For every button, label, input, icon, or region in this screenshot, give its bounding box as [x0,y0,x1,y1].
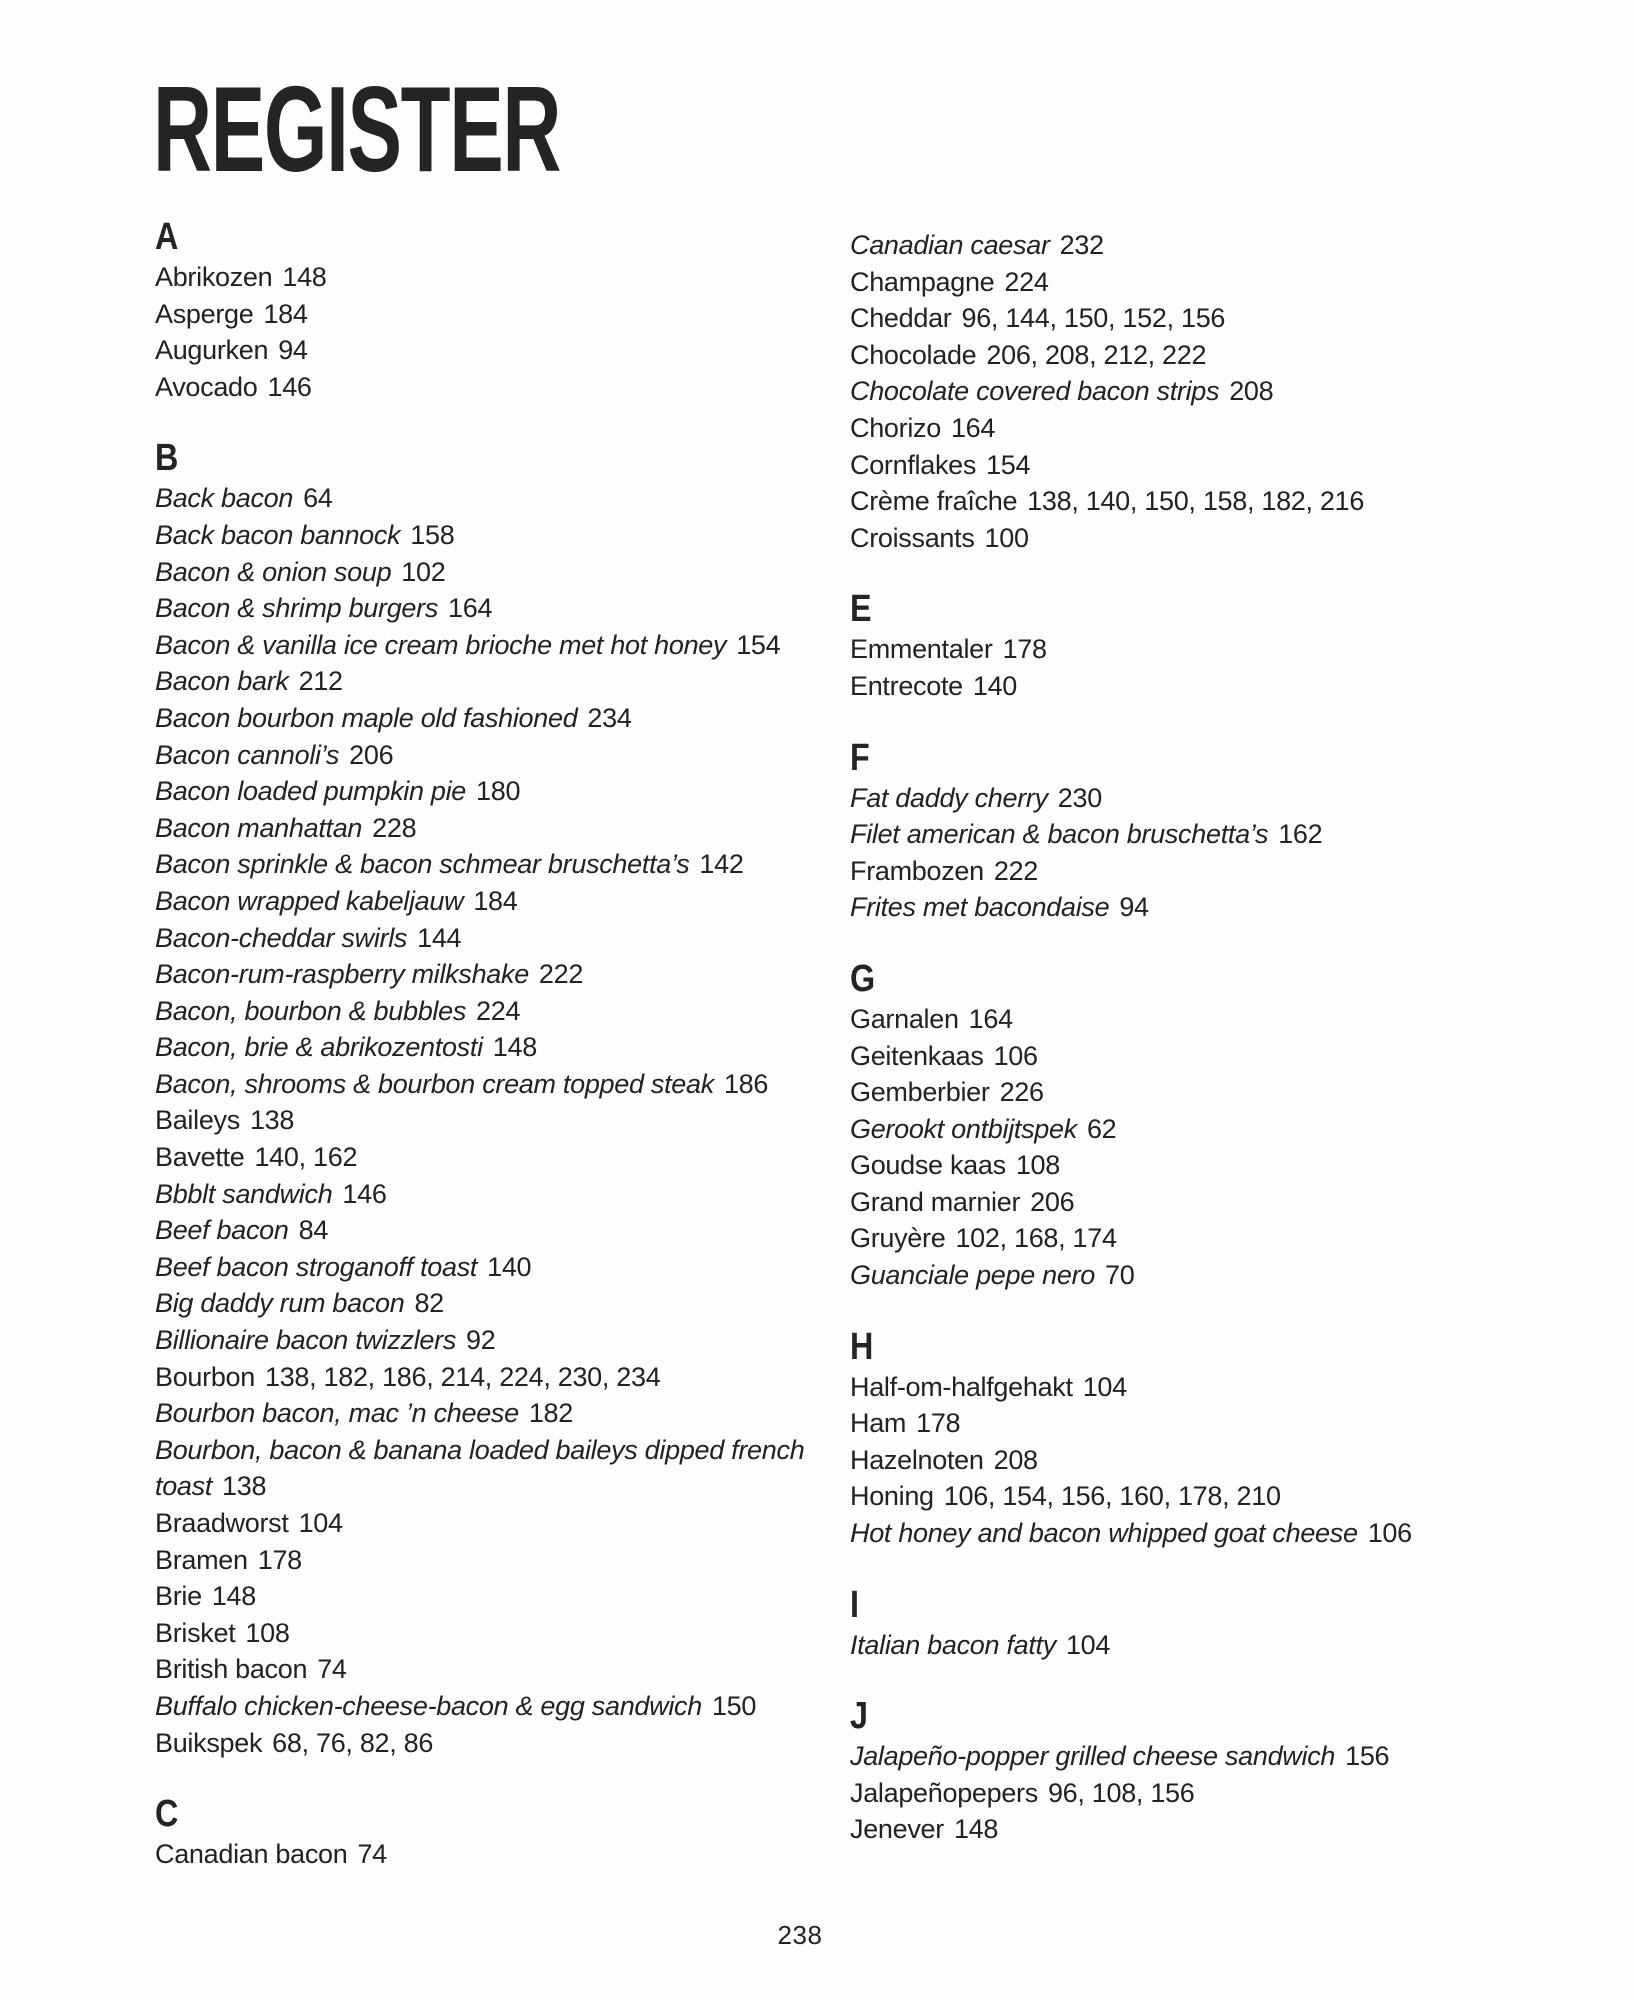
entry-pages: 148 [211,1581,256,1612]
entry-name: Honing [850,1481,934,1512]
entry-pages: 178 [1002,634,1047,665]
entry-name: Emmentaler [850,634,993,665]
entry-pages: 178 [916,1408,961,1439]
entry-name: Asperge [155,298,254,329]
index-section-B [155,436,845,1761]
index-entry [155,369,845,406]
entry-name: Abrikozen [155,262,273,292]
entry-name: Half-om-halfgehakt [850,1371,1073,1402]
index-entry [155,883,845,920]
index-section-C [155,1792,845,1873]
entry-name: British bacon [155,1654,308,1685]
index-entry [850,1074,1610,1111]
entry-pages: 74 [317,1654,347,1685]
entry-pages: 102 [401,556,446,587]
index-entry [155,993,845,1030]
entry-name: Ham [850,1408,907,1439]
entry-name: Back bacon bannock [155,519,401,550]
entry-pages: 180 [476,776,521,807]
index-entry [850,1369,1610,1406]
index-entry [850,816,1610,853]
entry-pages: 94 [278,335,308,366]
entry-name: Cheddar [850,303,952,334]
index-entry [155,1066,845,1103]
entry-pages: 96, 108, 156 [1047,1777,1195,1808]
entry-pages: 148 [492,1032,537,1063]
index-entry [850,631,1610,668]
page-title: REGISTER [153,61,561,197]
entry-name: Bourbon, bacon & banana loaded baileys dipped french [155,1434,805,1465]
entry-pages: 186 [723,1068,769,1099]
entry-pages: 70 [1105,1260,1135,1291]
entry-name: Bourbon [155,1361,255,1392]
index-section-H [850,1325,1610,1552]
index-section-J [850,1694,1610,1848]
index-entry [850,1811,1610,1848]
entry-name: Canadian bacon [155,1839,348,1870]
entry-pages: 68, 76, 82, 86 [272,1727,434,1758]
index-entry [850,227,1610,264]
entry-pages: 62 [1086,1113,1117,1144]
entry-pages: 154 [736,629,781,660]
index-entry [850,520,1610,557]
entry-name: Augurken [155,335,269,366]
entry-name: Jalapeñopepers [850,1777,1038,1808]
entry-pages: 230 [1057,782,1102,813]
index-entry [155,332,845,369]
entry-name: Jenever [850,1814,944,1845]
index-entry [155,1249,845,1286]
entry-pages: 150 [711,1690,757,1721]
index-entry [850,1627,1610,1664]
entry-name: Gerookt ontbijtspek [850,1113,1077,1144]
entry-pages: 104 [1065,1629,1111,1660]
section-letter: I [850,1583,859,1626]
index-entry [850,1147,1610,1184]
index-entry [155,1102,845,1139]
index-entry [155,773,845,810]
entry-pages: 184 [263,298,308,329]
entry-pages: 206, 208, 212, 222 [986,339,1207,370]
section-letter: J [850,1695,868,1738]
index-entry [850,1257,1610,1294]
index-section-E [850,587,1610,704]
index-entry [155,1725,845,1762]
entry-name: Garnalen [850,1003,959,1034]
index-entry [155,1395,845,1432]
entry-name: Bacon & onion soup [155,556,392,587]
entry-pages: 92 [466,1325,496,1356]
entry-pages: 162 [1278,819,1323,850]
entry-name: Bacon bourbon maple old fashioned [155,702,578,733]
entry-name: Bacon, shrooms & bourbon cream topped steak [155,1068,714,1099]
entry-name: Entrecote [850,670,963,701]
entry-name: Hazelnoten [850,1444,984,1475]
index-entry [850,300,1610,337]
entry-pages: 138 [249,1105,295,1136]
index-entry [155,1029,845,1066]
entry-name: Bacon, brie & abrikozentosti [155,1032,483,1063]
entry-pages: 82 [414,1288,444,1319]
entry-name: Bacon manhattan [155,812,363,843]
index-entry [155,1359,845,1396]
entry-pages: 156 [1345,1741,1390,1772]
entry-name: Cornflakes [850,449,977,480]
section-letter: F [850,736,870,779]
index-entry [155,1212,845,1249]
index-entry [850,668,1610,705]
entry-name: Big daddy rum bacon [155,1288,405,1319]
entry-pages: 146 [342,1178,387,1209]
index-entry [850,373,1610,410]
index-entry [850,264,1610,301]
entry-name: Bourbon bacon, mac ’n cheese [155,1398,519,1429]
entry-name: Brie [155,1581,202,1612]
entry-name: Chocolate covered bacon strips [850,376,1220,407]
index-entry [155,259,845,296]
entry-pages: 142 [699,849,744,880]
entry-pages: 140 [487,1251,532,1282]
entry-pages: 212 [298,666,343,697]
entry-name: Bbblt sandwich [155,1178,333,1209]
section-letter: A [155,216,179,258]
entry-name: Bacon cannoli’s [155,739,340,770]
entry-name: Gruyère [850,1223,946,1254]
entry-name: Croissants [850,522,975,553]
entry-name: Jalapeño-popper grilled cheese sandwich [850,1741,1336,1772]
entry-pages: 224 [1004,266,1049,297]
index-entry [155,590,845,627]
entry-name: Back bacon [155,483,294,514]
entry-pages: 232 [1059,230,1104,260]
index-entry [850,1001,1610,1038]
index-entry [850,337,1610,374]
section-letter: E [850,588,872,631]
index-entry [155,846,845,883]
entry-pages: 184 [473,885,518,916]
index-entry [850,889,1610,926]
entry-name: Baileys [155,1105,240,1136]
entry-name: Crème fraîche [850,486,1018,517]
entry-pages: 138, 140, 150, 158, 182, 216 [1027,486,1365,517]
entry-pages: 206 [349,739,394,770]
index-entry [155,1651,845,1688]
entry-pages: 222 [993,855,1039,886]
entry-name: Brisket [155,1617,236,1648]
entry-name: Buffalo chicken-cheese-bacon & egg sandwich [155,1690,702,1721]
index-entry [155,920,845,957]
entry-pages: 106 [993,1040,1038,1071]
index-entry [155,956,845,993]
entry-name: Avocado [155,371,258,402]
entry-pages: 208 [1229,376,1274,407]
index-entry [155,1836,845,1873]
entry-name: Champagne [850,266,995,297]
entry-pages: 108 [1015,1150,1060,1181]
index-entry [850,1038,1610,1075]
entry-pages: 144 [417,922,462,953]
section-letter: C [155,1793,179,1836]
entry-name: Italian bacon fatty [850,1629,1056,1660]
index-entry [155,554,845,591]
index-section-F [850,736,1610,926]
index-section-G [850,957,1610,1294]
entry-name: Buikspek [155,1727,263,1758]
entry-name: Beef bacon [155,1215,289,1246]
index-entry [850,1515,1610,1552]
index-column-right [850,227,1610,1848]
index-entry [155,1542,845,1579]
index-entry [850,1220,1610,1257]
entry-pages: 208 [993,1444,1038,1475]
page-number: 238 [777,1920,823,1950]
entry-pages: 74 [357,1839,387,1870]
entry-name: Frambozen [850,855,984,886]
index-entry [850,1184,1610,1221]
entry-name: Billionaire bacon twizzlers [155,1325,457,1356]
entry-pages: 106, 154, 156, 160, 178, 210 [943,1481,1281,1512]
entry-pages: 104 [1082,1371,1127,1402]
entry-name: Filet american & bacon bruschetta’s [850,819,1269,850]
entry-name: Hot honey and bacon whipped goat cheese [850,1518,1358,1549]
index-entry [155,700,845,737]
index-entry [155,1505,845,1542]
entry-name-continued: toast [155,1471,213,1502]
index-entry [850,780,1610,817]
entry-name: Bramen [155,1544,248,1575]
index-entry [155,1322,845,1359]
entry-name: Bacon & shrimp burgers [155,593,439,624]
index-entry [155,517,845,554]
entry-pages: 164 [968,1003,1013,1034]
entry-pages: 148 [282,262,327,292]
section-letter: H [850,1325,874,1368]
entry-name: Bacon sprinkle & bacon schmear bruschetta’s [155,849,690,880]
entry-name: Gemberbier [850,1077,990,1108]
entry-pages: 164 [448,593,493,624]
index-entry [155,663,845,700]
entry-pages: 158 [410,519,455,550]
entry-name: Bacon-rum-raspberry milkshake [155,959,529,990]
entry-pages: 182 [528,1398,573,1429]
index-entry [155,627,845,664]
index-entry [155,1615,845,1652]
index-entry [850,1738,1610,1775]
entry-name: Braadworst [155,1508,289,1538]
index-section-continued [850,227,1610,556]
entry-name: Bacon wrapped kabeljauw [155,885,464,916]
entry-pages: 222 [538,959,584,990]
entry-name: Beef bacon stroganoff toast [155,1251,478,1282]
entry-name: Fat daddy cherry [850,782,1048,813]
index-entry [850,853,1610,890]
entry-name: Grand marnier [850,1186,1021,1217]
entry-pages: 64 [303,483,333,514]
entry-name: Goudse kaas [850,1150,1006,1181]
index-entry [155,1285,845,1322]
entry-name: Bacon loaded pumpkin pie [155,776,467,807]
index-entry [155,737,845,774]
entry-pages: 96, 144, 150, 152, 156 [961,303,1226,334]
entry-pages: 84 [298,1215,329,1246]
entry-name: Chorizo [850,412,941,443]
index-entry [850,410,1610,447]
index-entry [155,810,845,847]
index-entry [850,1111,1610,1148]
entry-pages: 138 [222,1471,267,1502]
entry-pages: 234 [587,702,632,733]
entry-name: Geitenkaas [850,1040,984,1071]
entry-pages: 140 [972,670,1018,701]
index-entry [850,1442,1610,1479]
index-entry [155,1688,845,1725]
entry-pages: 100 [984,522,1029,553]
entry-pages: 104 [298,1508,343,1538]
entry-pages: 106 [1367,1518,1412,1549]
entry-name: Bacon, bourbon & bubbles [155,995,467,1026]
entry-name: Guanciale pepe nero [850,1260,1095,1291]
entry-name: Bacon-cheddar swirls [155,922,408,953]
entry-name: Canadian caesar [850,230,1050,260]
index-entry [850,483,1610,520]
entry-pages: 148 [953,1814,999,1845]
index-entry [155,480,845,517]
entry-pages: 102, 168, 174 [955,1223,1117,1254]
index-column-left [155,215,845,1873]
entry-pages: 140, 162 [254,1142,358,1173]
entry-pages: 178 [257,1544,302,1575]
entry-pages: 226 [999,1077,1044,1108]
entry-pages: 206 [1030,1186,1075,1217]
entry-pages: 224 [476,995,521,1026]
entry-pages: 146 [267,371,312,402]
entry-pages: 108 [245,1617,290,1648]
index-section-A [155,215,845,405]
index-entry [850,1775,1610,1812]
index-entry [850,1478,1610,1515]
entry-pages: 228 [372,812,417,843]
index-entry [155,1578,845,1615]
entry-name: Frites met bacondaise [850,892,1110,923]
index-entry [850,447,1610,484]
entry-pages: 94 [1119,892,1149,923]
entry-pages: 138, 182, 186, 214, 224, 230, 234 [264,1361,661,1392]
index-entry [155,1176,845,1213]
index-section-I [850,1583,1610,1664]
index-entry [155,1432,845,1505]
index-entry [155,296,845,333]
section-letter: B [155,437,179,480]
index-entry [155,1139,845,1176]
entry-name: Bavette [155,1142,245,1173]
entry-pages: 154 [986,449,1031,480]
section-letter: G [850,957,876,1000]
entry-name: Bacon & vanilla ice cream brioche met hot honey [155,629,727,660]
entry-name: Chocolade [850,339,977,370]
entry-name: Bacon bark [155,666,289,697]
index-entry [850,1405,1610,1442]
entry-pages: 164 [950,412,996,443]
